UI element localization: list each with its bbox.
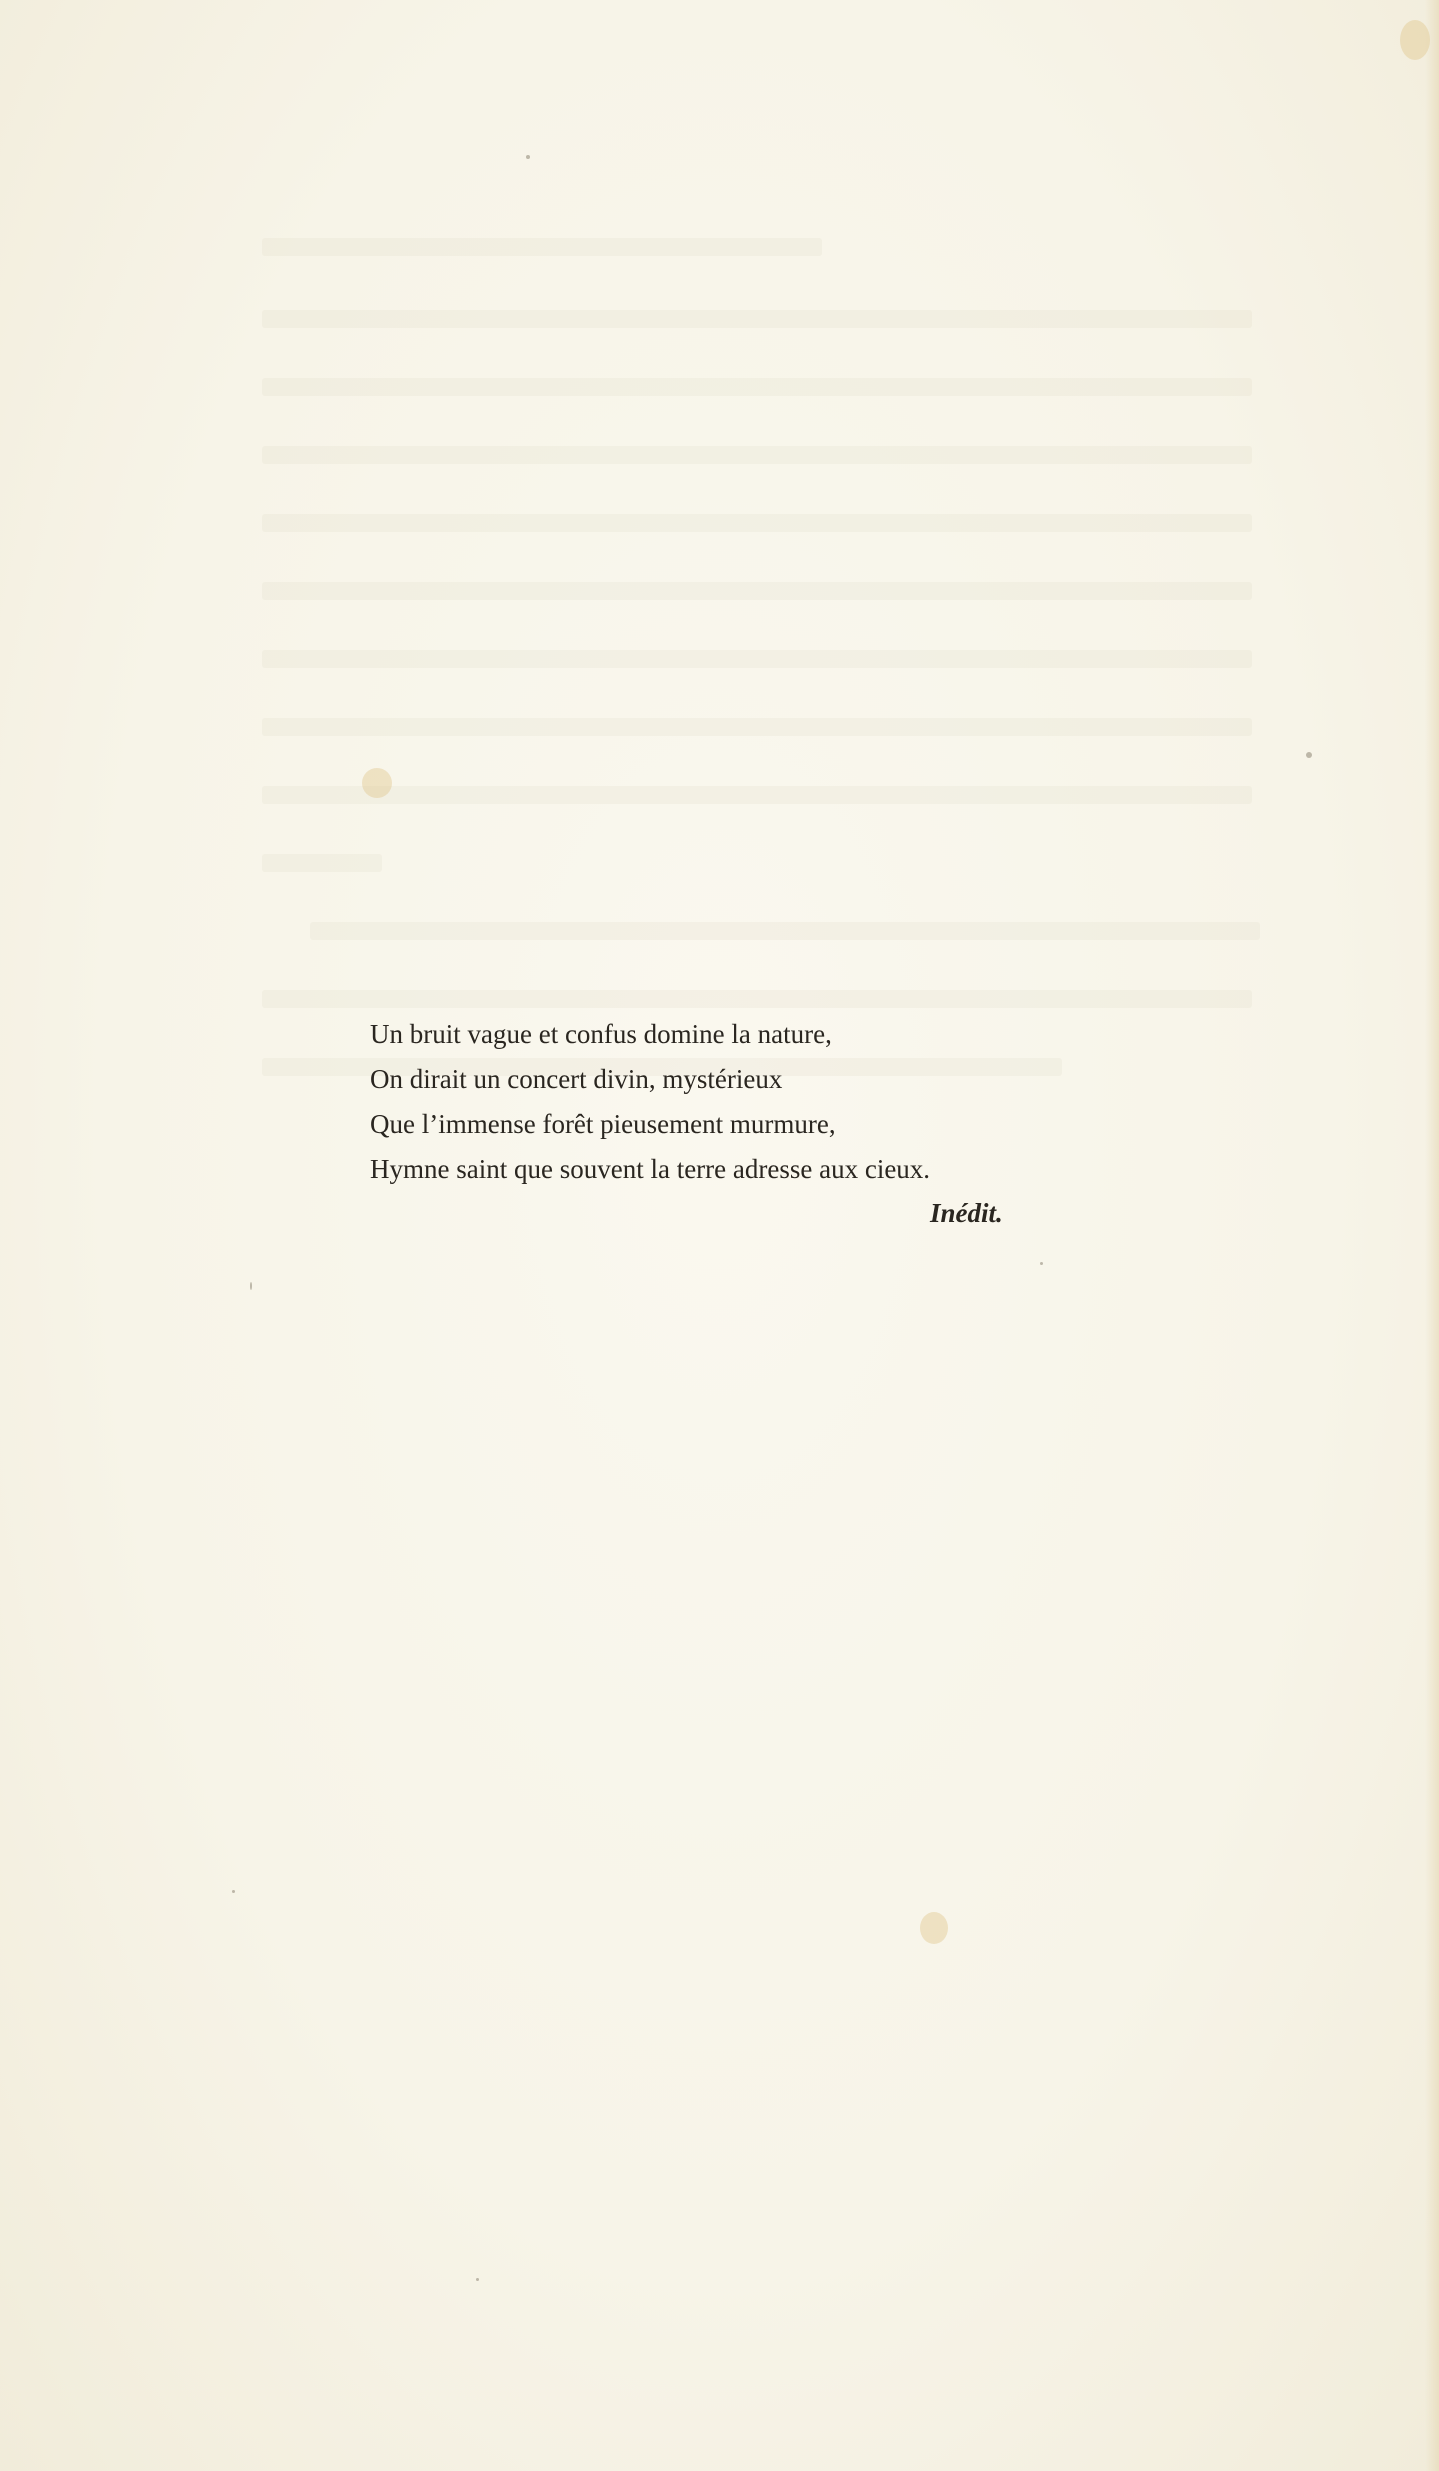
poem-line: Hymne saint que souvent la terre adresse aux cieux.	[370, 1154, 931, 1184]
dust-speck	[250, 1282, 252, 1290]
foxing-spot	[920, 1912, 948, 1944]
dust-speck	[526, 155, 530, 159]
dust-speck	[1306, 752, 1312, 758]
poem-line: Que l’immense forêt pieusement murmure,	[370, 1109, 836, 1139]
dust-speck	[1040, 1262, 1043, 1265]
page-edge-shadow	[1425, 0, 1439, 2471]
poem-line: Un bruit vague et confus domine la nature,	[370, 1019, 832, 1049]
dust-speck	[232, 1890, 235, 1893]
poem-signature: Inédit.	[930, 1198, 1003, 1228]
poem-line: On dirait un concert divin, mystérieux	[370, 1064, 783, 1094]
foxing-spot	[362, 768, 392, 798]
dust-speck	[476, 2278, 479, 2281]
poem-stanza	[370, 1012, 1090, 1192]
